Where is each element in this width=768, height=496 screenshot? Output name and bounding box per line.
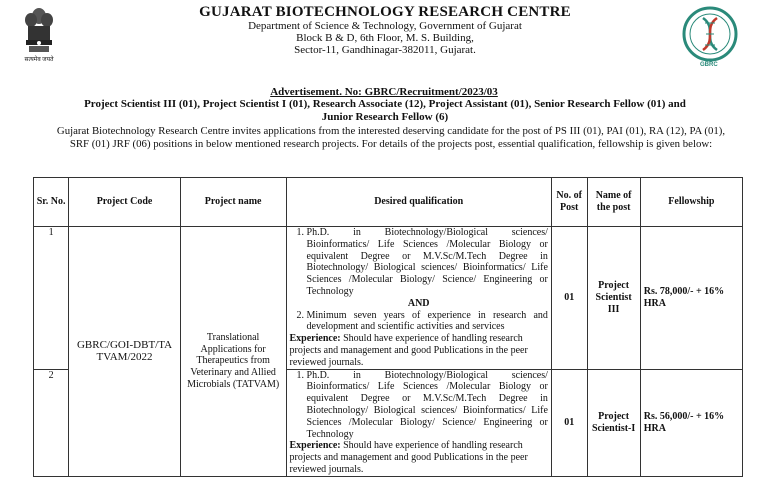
fellowship-amount: Rs. 56,000/- + 16% HRA <box>640 369 742 476</box>
experience-label: Experience: <box>289 333 341 345</box>
table-row <box>34 227 743 370</box>
intro-line: Gujarat Biotechnology Research Centre invites applications from the interested deserving candidate for the post of PS III (01), PAI (01), RA (12), PA (01), <box>56 125 726 137</box>
header-project-name: Project name <box>180 178 286 227</box>
fellowship-amount: Rs. 78,000/- + 16% HRA <box>640 227 742 370</box>
no-of-post: 01 <box>551 369 587 476</box>
and-separator: AND <box>407 297 430 309</box>
header-fellowship: Fellowship <box>640 178 742 227</box>
sr-number: 1 <box>34 227 69 370</box>
intro-line: SRF (01) JRF (06) positions in below mentioned research projects. For details of the projects post, essential qualification, fellowship is given below: <box>69 137 713 150</box>
address-line: Sector-11, Gandhinagar-382011, Gujarat. <box>294 44 476 57</box>
address-line: Department of Science & Technology, Government of Gujarat <box>248 20 522 32</box>
document-header <box>150 4 620 57</box>
qualification-item: 1. Ph.D. in Biotechnology/Biological sciences/ Bioinformatics/ Life Sciences /Molecular Biology or equivalent Degree or M.V.Sc/M.Tech Degree in Biotechnology/ Biological sciences/ Bioinformatics/ Life Sciences /Molecular Biology/ Science/ Engineering or Technology <box>307 370 548 441</box>
advertisement-number: Advertisement. No: GBRC/Recruitment/2023/03 <box>270 86 498 98</box>
header-qualification: Desired qualification <box>286 178 551 227</box>
dna-logo-icon <box>682 6 738 62</box>
header-project-code: Project Code <box>69 178 181 227</box>
experience-text <box>290 440 548 475</box>
project-code: GBRC/GOI-DBT/TA TVAM/2022 <box>69 227 181 477</box>
org-name: GUJARAT BIOTECHNOLOGY RESEARCH CENTRE <box>199 4 571 20</box>
header-no-of-post: No. of Post <box>551 178 587 227</box>
header-post-name: Name of the post <box>587 178 640 227</box>
experience-label: Experience: <box>289 440 341 452</box>
qualification-item: 2. Minimum seven years of experience in research and development and scientific activities and services <box>307 310 548 334</box>
logo-caption: GBRC <box>700 62 718 68</box>
header-sr-no: Sr. No. <box>34 178 69 227</box>
no-of-post: 01 <box>551 227 587 370</box>
sr-number: 2 <box>34 369 69 476</box>
project-name: Translational Applications for Therapeutics from Veterinary and Allied Microbials (TATVAM) <box>180 227 286 477</box>
post-name: Project Scientist III <box>587 227 640 370</box>
intro-paragraph <box>46 125 736 151</box>
experience-detail: Should have experience of handling research projects and management and good Publications in the peer reviewed journals. <box>289 440 528 475</box>
posts-line: Junior Research Fellow (6) <box>321 110 449 123</box>
address-line: Block B & D, 6th Floor, M. S. Building, <box>296 32 474 45</box>
qualification-item: 1. Ph.D. in Biotechnology/Biological sciences/ Bioinformatics/ Life Sciences /Molecular Biology or equivalent Degree or M.V.Sc/M.Tech Degree in Biotechnology/ Biological sciences/ Bioinformatics/ Life Sciences /Molecular Biology/ Science/ Engineering or Technology <box>307 227 548 298</box>
post-name: Project Scientist-I <box>587 369 640 476</box>
qualification-cell <box>286 227 551 370</box>
posts-summary <box>80 98 690 123</box>
experience-detail: Should have experience of handling research projects and management and good Publications in the peer reviewed journals. <box>289 333 528 368</box>
table-header-row <box>34 178 743 227</box>
emblem-caption: सत्यमेव जयते <box>24 57 54 63</box>
experience-text <box>290 333 548 368</box>
lion-capital-icon <box>20 6 58 56</box>
qualification-cell <box>286 369 551 476</box>
recruitment-table <box>33 177 743 477</box>
posts-line: Project Scientist III (01), Project Scientist I (01), Research Associate (12), Project Assistant (01), Senior Research Fellow (01) and <box>84 98 686 110</box>
gbrc-logo <box>682 6 738 62</box>
